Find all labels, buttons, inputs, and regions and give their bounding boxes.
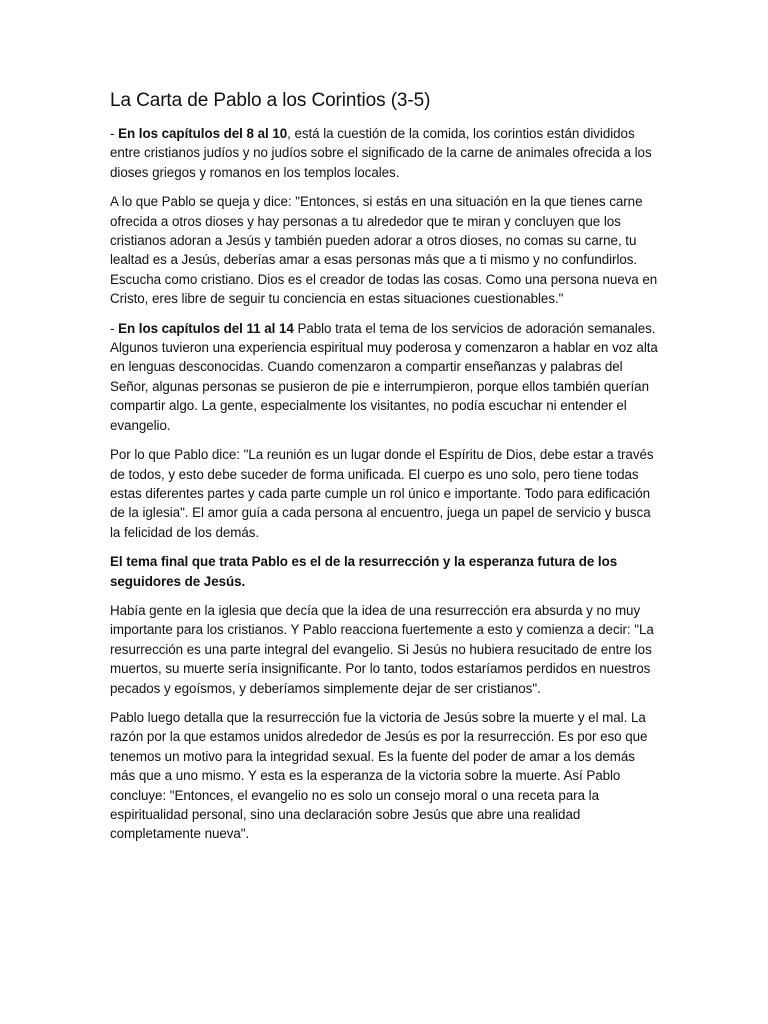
paragraph-bold-lead: En los capítulos del 11 al 14 xyxy=(118,320,294,336)
paragraph-pablo-says: Por lo que Pablo dice: "La reunión es un lugar donde el Espíritu de Dios, debe estar a través de todos, y esto debe suceder de forma unificada. El cuerpo es uno solo, pero tiene todas estas diferentes partes y cada parte cumple un rol único e importante. Todo para edificación de la iglesia". El amor guía a cada persona al encuentro, juega un papel de servicio y busca la felicidad de los demás. xyxy=(110,447,654,540)
paragraph-body: Pablo trata el tema de los servicios de adoración semanales. Algunos tuvieron una experiencia espiritual muy poderosa y comenzaron a hablar en voz alta en lenguas desconocidas. Cuando comenzaron a compartir enseñanzas y palabras del Señor, algunas personas se pusieron de pie e interrumpieron, porque ellos también querían compartir algo. La gente, especialmente los visitantes, no podía escuchar ni entender el evangelio. xyxy=(110,320,658,433)
document-title: La Carta de Pablo a los Corintios (3-5) xyxy=(110,90,431,111)
document-page xyxy=(110,88,660,854)
paragraph-body: , está la cuestión de la comida, los corintios están divididos entre cristianos judíos y no judíos sobre el significado de la carne de animales ofrecida a los dioses griegos y romanos en los templos locales. xyxy=(110,126,652,180)
paragraph-final-theme: El tema final que trata Pablo es el de la resurrección y la esperanza futura de los seguidores de Jesús. xyxy=(110,554,618,589)
paragraph-dash: - xyxy=(110,320,119,336)
paragraph-bold-lead: En los capítulos del 8 al 10 xyxy=(118,126,288,141)
paragraph-chapters-8-10 xyxy=(110,124,660,182)
paragraph-chapters-11-14 xyxy=(110,319,660,435)
paragraph-pablo-complains: A lo que Pablo se queja y dice: "Entonces, si estás en una situación en la que tienes carne ofrecida a otros dioses y hay personas a tu alrededor que te miran y concluyen que los cristianos adoran a Jesús y también pueden adorar a otros dioses, no comas su carne, tu lealtad es a Jesús, deberías amar a esas personas más que a ti mismo y no confundirlos. Escucha como cristiano. Dios es el creador de todas las cosas. Como una persona nueva en Cristo, eres libre de seguir tu conciencia en estas situaciones cuestionables." xyxy=(110,194,658,307)
paragraph-resurrection-debate: Había gente en la iglesia que decía que la idea de una resurrección era absurda y no muy importante para los cristianos. Y Pablo reacciona fuertemente a esto y comienza a decir: "La resurrección es una parte integral del evangelio. Si Jesús no hubiera resucitado de entre los muertos, su muerte sería insignificante. Por lo tanto, todos estaríamos perdidos en nuestros pecados y egoísmos, y deberíamos simplemente dejar de ser cristianos". xyxy=(110,602,654,696)
paragraph-dash: - xyxy=(110,126,119,141)
paragraph-resurrection-victory: Pablo luego detalla que la resurrección fue la victoria de Jesús sobre la muerte y el mal. La razón por la que estamos unidos alrededor de Jesús es por la resurrección. Es por eso que tenemos un motivo para la integridad sexual. Es la fuente del poder de amar a los demás más que a uno mismo. Y esta es la esperanza de la victoria sobre la muerte. Así Pablo concluye: "Entonces, el evangelio no es solo un consejo moral o una receta para la espiritualidad personal, sino una declaración sobre Jesús que abre una realidad completamente nueva". xyxy=(110,709,648,842)
